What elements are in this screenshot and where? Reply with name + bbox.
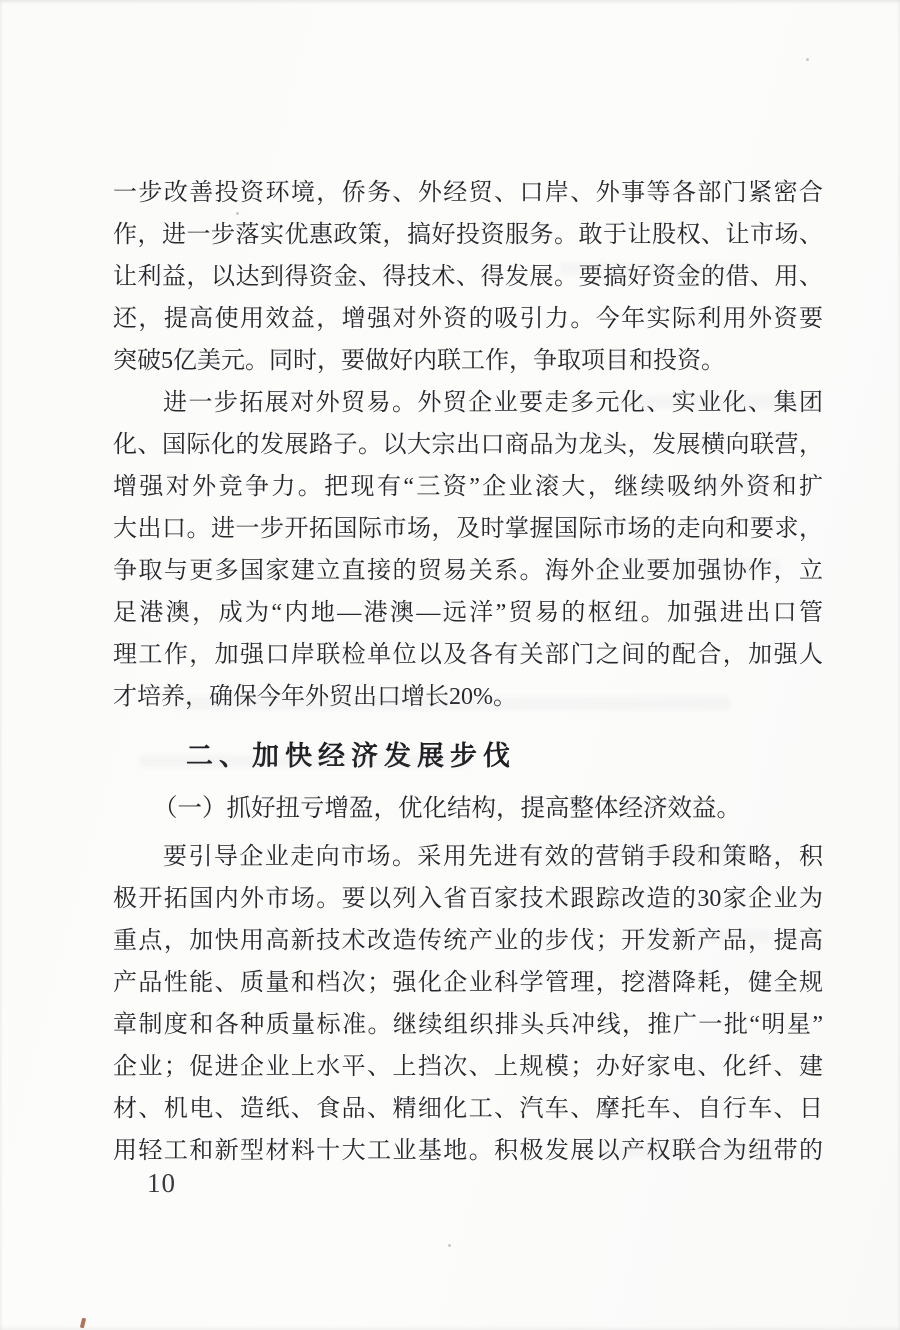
- text-line: 一步改善投资环境，侨务、外经贸、口岸、外事等各部门紧密合: [113, 180, 823, 206]
- text-line: 让利益，以达到得资金、得技术、得发展。要搞好资金的借、用、: [113, 264, 823, 290]
- text-line: 还，提高使用效益，增强对外资的吸引力。今年实际利用外资要: [113, 306, 823, 332]
- text-line: 才培养，确保今年外贸出口增长20%。: [113, 684, 517, 710]
- subsection-heading: （一）抓好扭亏增盈，优化结构，提高整体经济效益。: [153, 795, 741, 822]
- text-line: 重点，加快用高新技术改造传统产业的步伐；开发新产品，提高: [113, 928, 823, 954]
- text-line: 要引导企业走向市场。采用先进有效的营销手段和策略，积: [163, 844, 823, 870]
- text-line: 理工作，加强口岸联检单位以及各有关部门之间的配合，加强人: [113, 642, 823, 668]
- text-line: 产品性能、质量和档次；强化企业科学管理，挖潜降耗，健全规: [113, 970, 823, 996]
- gray-speck-artifact: [806, 58, 809, 61]
- page-number: 10: [147, 1168, 176, 1198]
- text-line: 争取与更多国家建立直接的贸易关系。海外企业要加强协作，立: [113, 558, 823, 584]
- gray-speck-artifact: [448, 1244, 451, 1247]
- text-line: 材、机电、造纸、食品、精细化工、汽车、摩托车、自行车、日: [113, 1096, 823, 1122]
- para-foreign-trade: [113, 382, 823, 718]
- text-line: 企业；促进企业上水平、上挡次、上规模；办好家电、化纤、建: [113, 1054, 823, 1080]
- para-enterprise-market: [113, 836, 823, 1172]
- text-line: 作，进一步落实优惠政策，搞好投资服务。敢于让股权、让市场、: [113, 222, 823, 248]
- text-line: 章制度和各种质量标准。继续组织排头兵冲线，推广一批“明星”: [113, 1012, 823, 1038]
- section-heading: 二、加快经济发展步伐: [186, 741, 516, 771]
- gray-speck-artifact: [236, 212, 239, 215]
- text-block: [113, 172, 823, 1172]
- text-line: 大出口。进一步开拓国际市场，及时掌握国际市场的走向和要求，: [113, 516, 823, 542]
- text-line: 增强对外竞争力。把现有“三资”企业滚大，继续吸纳外资和扩: [113, 474, 823, 500]
- text-line: 用轻工和新型材料十大工业基地。积极发展以产权联合为纽带的: [113, 1138, 823, 1164]
- para-foreign-investment: [113, 172, 823, 382]
- text-line: 足港澳，成为“内地—港澳—远洋”贸易的枢纽。加强进出口管: [113, 600, 823, 626]
- text-line: 进一步拓展对外贸易。外贸企业要走多元化、实业化、集团: [163, 390, 823, 416]
- red-speck-artifact: [80, 1318, 86, 1329]
- text-line: 突破5亿美元。同时，要做好内联工作，争取项目和投资。: [113, 348, 725, 374]
- text-line: 化、国际化的发展路子。以大宗出口商品为龙头，发展横向联营，: [113, 432, 823, 458]
- text-line: 极开拓国内外市场。要以列入省百家技术跟踪改造的30家企业为: [113, 886, 823, 912]
